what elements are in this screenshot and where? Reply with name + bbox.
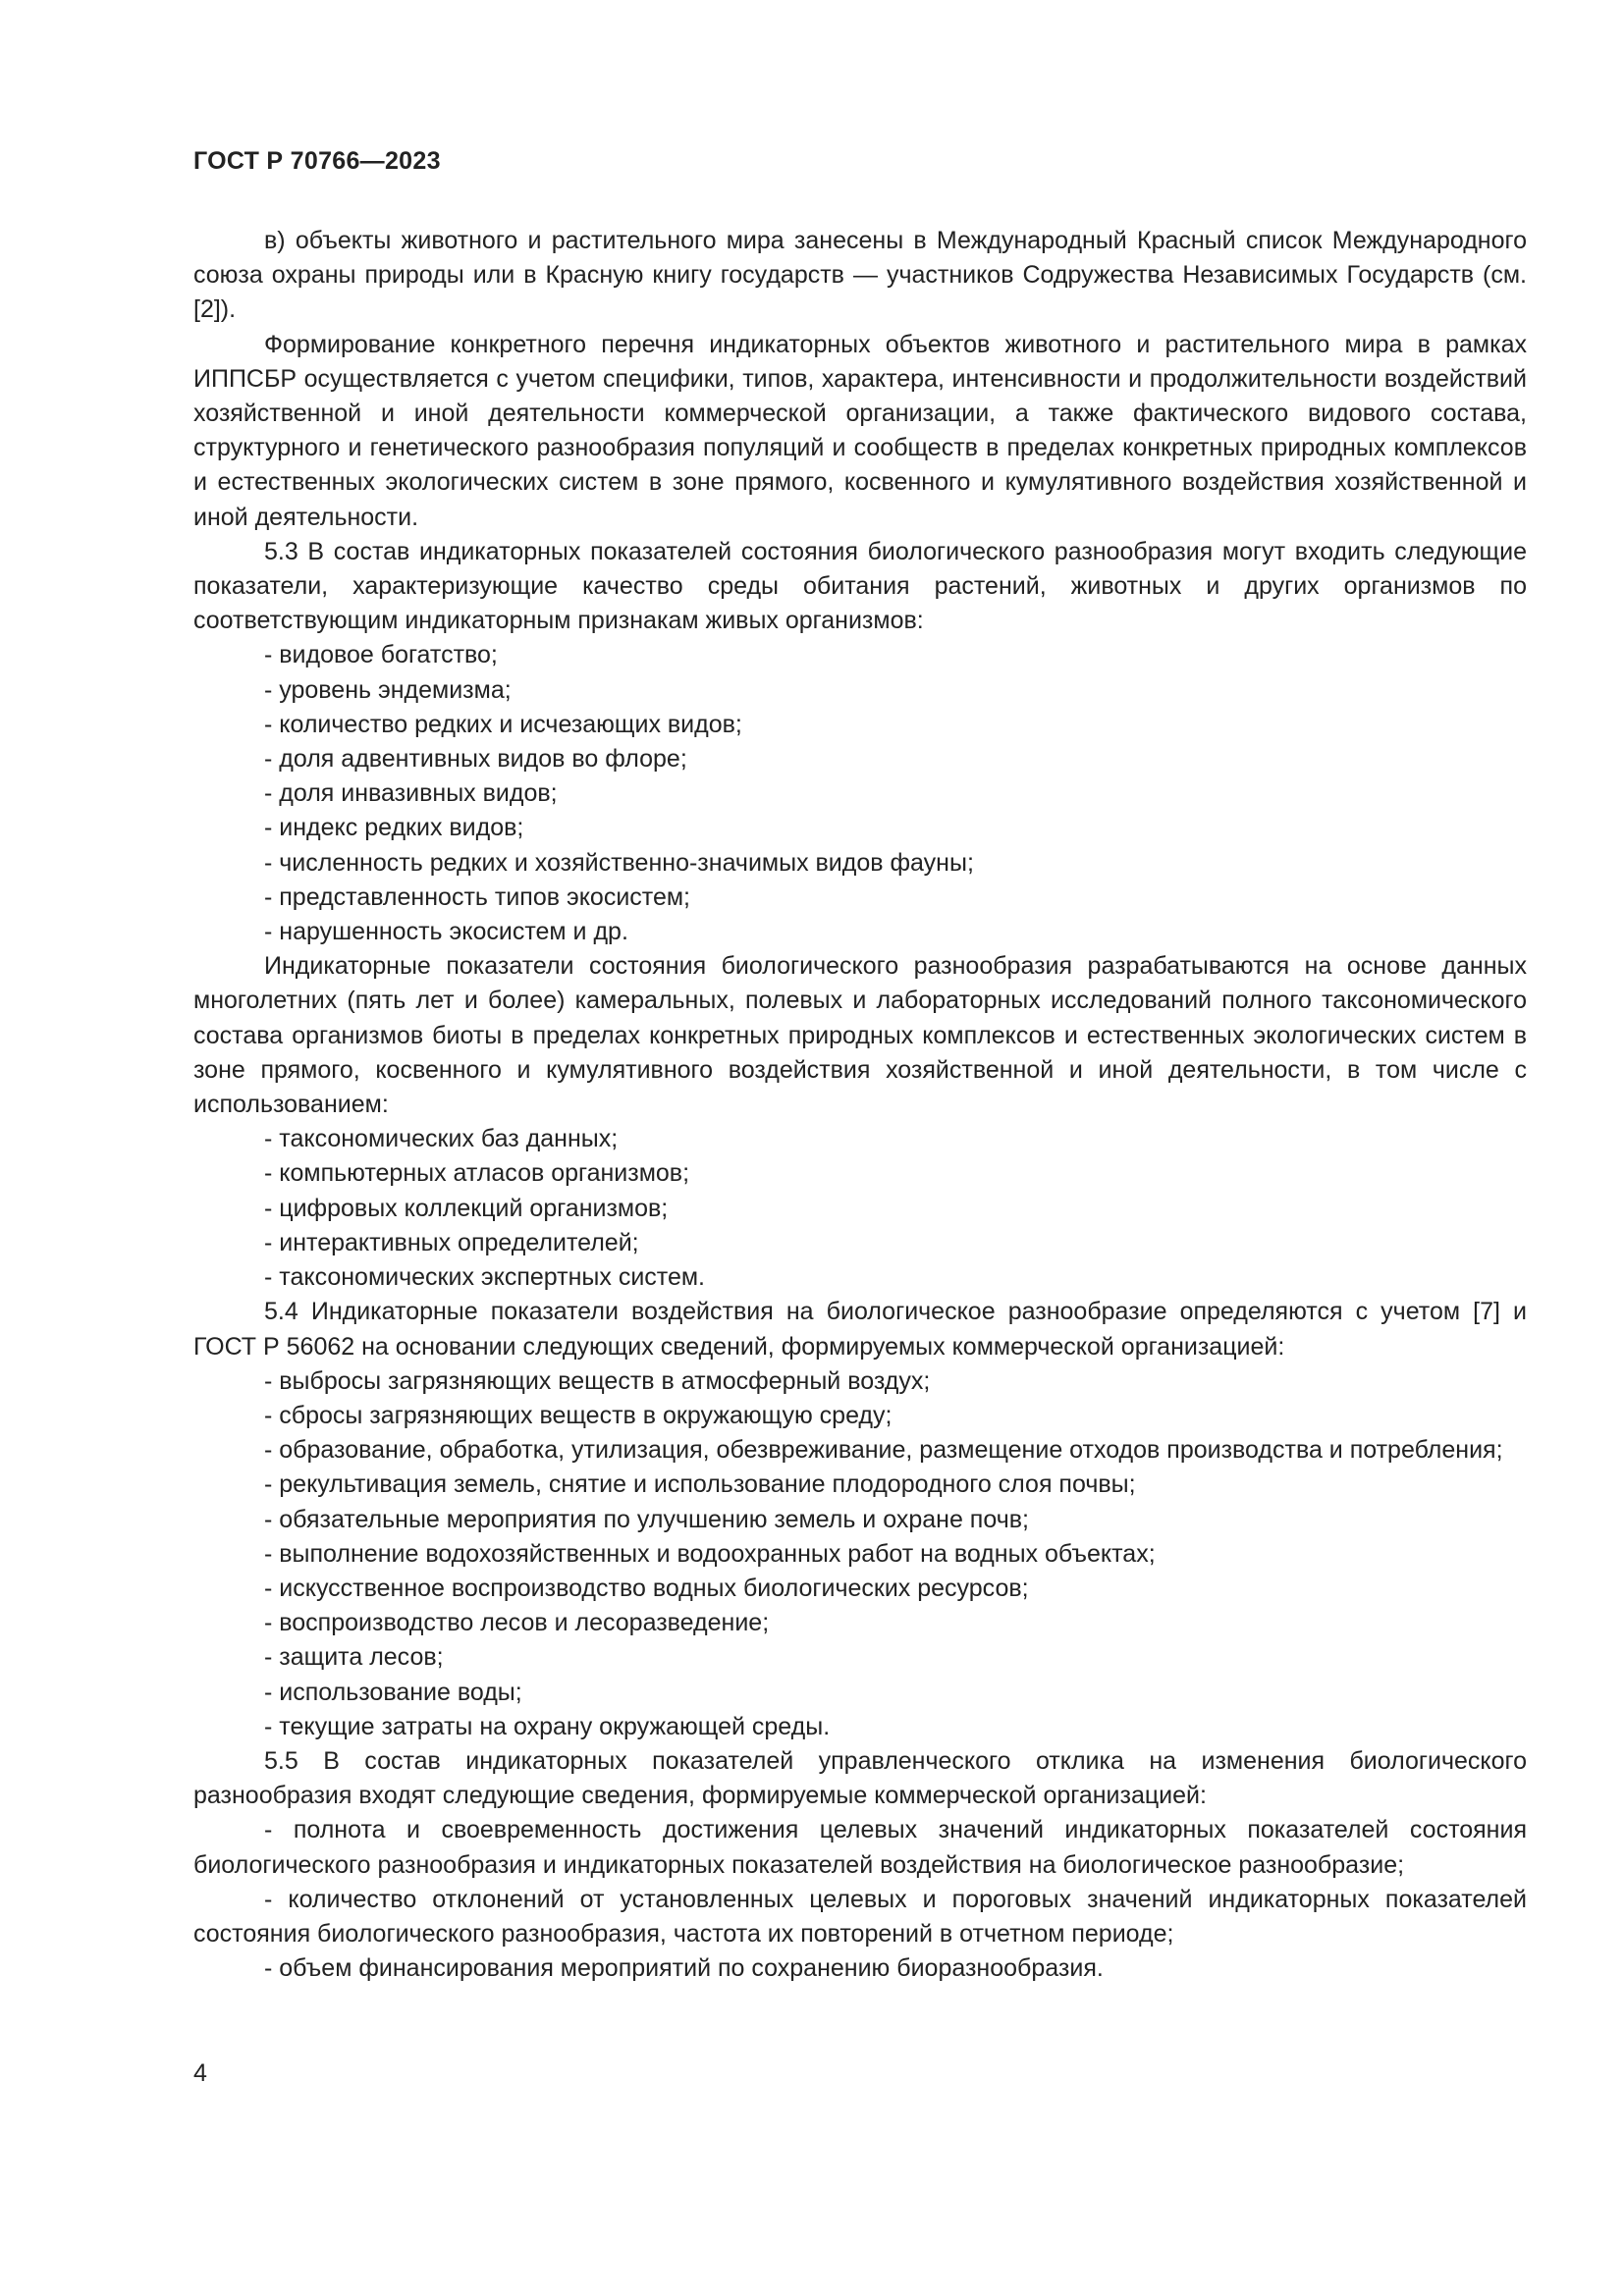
list-management-response-indicators <box>193 1813 1527 1986</box>
paragraph-5-5: 5.5 В состав индикаторных показателей управленческого отклика на изменения биологического разнообразия входят следующие сведения, формируемые коммерческой организацией: <box>193 1746 1527 1810</box>
list-item: - нарушенность экосистем и др. <box>264 918 628 946</box>
list-item: - интерактивных определителей; <box>264 1228 639 1256</box>
list-item: - обязательные мероприятия по улучшению земель и охране почв; <box>264 1505 1029 1533</box>
list-impact-indicators <box>193 1364 1527 1744</box>
paragraph-indicators-development: Индикаторные показатели состояния биологического разнообразия разрабатываются на основе данных многолетних (пять лет и более) камеральных, полевых и лабораторных исследований полного таксономического состава организмов биоты в пределах конкретных природных комплексов и естественных экологических систем в зоне прямого, косвенного и кумулятивного воздействия хозяйственной и иной деятельности, в том числе с использованием: <box>193 952 1527 1119</box>
list-item: - видовое богатство; <box>264 641 498 669</box>
paragraph-5-4: 5.4 Индикаторные показатели воздействия на биологическое разнообразие определяются с учетом [7] и ГОСТ Р 56062 на основании следующих сведений, формируемых коммерческой организацией: <box>193 1298 1527 1361</box>
list-item: - выполнение водохозяйственных и водоохранных работ на водных объектах; <box>264 1539 1156 1568</box>
paragraph-5-3: 5.3 В состав индикаторных показателей состояния биологического разнообразия могут входить следующие показатели, характеризующие качество среды обитания растений, животных и других организмов по соответствующим индикаторным признакам живых организмов: <box>193 537 1527 635</box>
list-item: - доля адвентивных видов во флоре; <box>264 745 687 774</box>
list-item: - доля инвазивных видов; <box>264 779 558 808</box>
list-item: - количество редких и исчезающих видов; <box>264 710 742 738</box>
list-item: - текущие затраты на охрану окружающей среды. <box>264 1712 831 1740</box>
list-item: - компьютерных атласов организмов; <box>264 1159 690 1188</box>
list-item: - таксономических баз данных; <box>264 1125 619 1153</box>
list-item: - уровень эндемизма; <box>264 675 512 704</box>
document-header-id: ГОСТ Р 70766—2023 <box>193 147 441 175</box>
list-item: - объем финансирования мероприятий по сохранению биоразнообразия. <box>264 1954 1104 1983</box>
list-item: - цифровых коллекций организмов; <box>264 1194 669 1222</box>
list-taxonomic-tools <box>193 1122 1527 1295</box>
paragraph-item-v: в) объекты животного и растительного мира занесены в Международный Красный список Международного союза охраны природы или в Красную книгу государств — участников Содружества Независимых Государств (см. [2]). <box>193 227 1527 324</box>
list-item: - таксономических экспертных систем. <box>264 1263 705 1292</box>
list-item: - образование, обработка, утилизация, обезвреживание, размещение отходов производства и потребления; <box>264 1436 1503 1465</box>
list-item: - численность редких и хозяйственно-значимых видов фауны; <box>264 848 974 877</box>
list-item: - выбросы загрязняющих веществ в атмосферный воздух; <box>264 1366 931 1395</box>
page-number: 4 <box>193 2059 207 2087</box>
list-item: - искусственное воспроизводство водных биологических ресурсов; <box>264 1574 1029 1602</box>
paragraph-formation: Формирование конкретного перечня индикаторных объектов животного и растительного мира в рамках ИППСБР осуществляется с учетом специфики, типов, характера, интенсивности и продолжительности воздействий хозяйственной и иной деятельности коммерческой организации, а также фактического видового состава, структурного и генетического разнообразия популяций и сообществ в пределах конкретных природных комплексов и естественных экологических систем в зоне прямого, косвенного и кумулятивного воздействия хозяйственной и иной деятельности. <box>193 330 1527 531</box>
list-item: - защита лесов; <box>264 1643 444 1672</box>
list-item: - воспроизводство лесов и лесоразведение; <box>264 1609 770 1637</box>
list-item: - представленность типов экосистем; <box>264 882 690 911</box>
list-item: - использование воды; <box>264 1678 522 1706</box>
list-item: - рекультивация земель, снятие и использование плодородного слоя почвы; <box>264 1470 1136 1499</box>
document-body <box>193 224 1527 1986</box>
list-item: - сбросы загрязняющих веществ в окружающую среду; <box>264 1401 893 1429</box>
list-biodiversity-state-indicators <box>193 638 1527 949</box>
list-item: - индекс редких видов; <box>264 814 524 842</box>
list-item: - полнота и своевременность достижения целевых значений индикаторных показателей состояния биологического разнообразия и индикаторных показателей воздействия на биологическое разнообразие; <box>193 1816 1527 1879</box>
list-item: - количество отклонений от установленных целевых и пороговых значений индикаторных показателей состояния биологического разнообразия, частота их повторений в отчетном периоде; <box>193 1885 1527 1948</box>
